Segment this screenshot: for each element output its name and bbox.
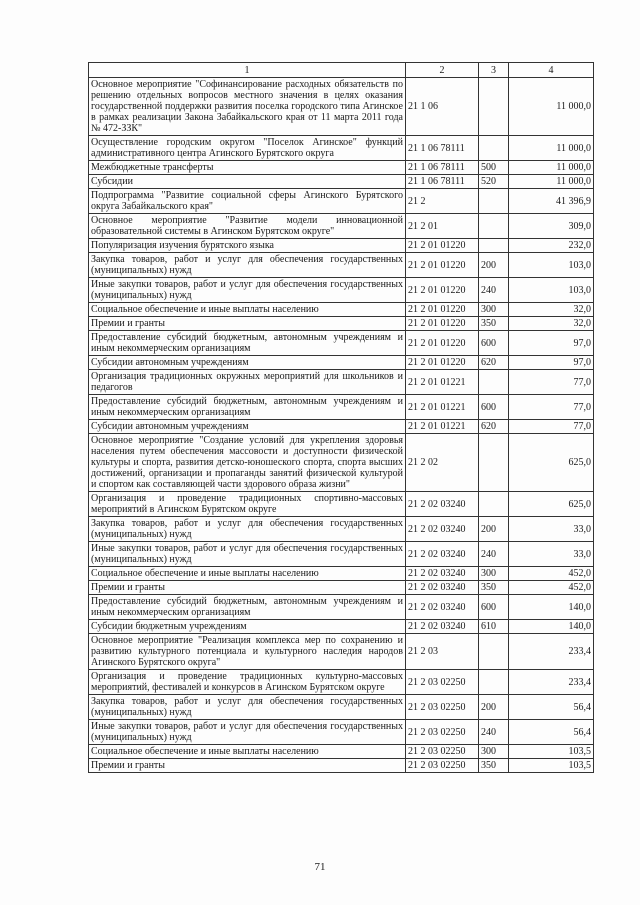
table-body <box>89 78 594 773</box>
row-sum-cell: 77,0 <box>509 395 594 420</box>
row-name-cell: Субсидии автономным учреждениям <box>89 420 406 434</box>
row-code-cell: 21 2 01 01220 <box>406 239 479 253</box>
header-col-4: 4 <box>509 63 594 78</box>
row-code-cell: 21 2 03 02250 <box>406 720 479 745</box>
table-row <box>89 670 594 695</box>
row-name-cell: Основное мероприятие "Развитие модели инновационной образовательной системы в Агинском Бурятском округе" <box>89 214 406 239</box>
row-sum-cell: 11 000,0 <box>509 175 594 189</box>
row-name-cell: Закупка товаров, работ и услуг для обеспечения государственных (муниципальных) нужд <box>89 253 406 278</box>
row-sum-cell: 97,0 <box>509 331 594 356</box>
row-name-cell: Иные закупки товаров, работ и услуг для обеспечения государственных (муниципальных) нужд <box>89 542 406 567</box>
page-number: 71 <box>314 861 326 873</box>
row-code-cell: 21 2 02 03240 <box>406 542 479 567</box>
table-row <box>89 759 594 773</box>
table-row <box>89 695 594 720</box>
table-row <box>89 420 594 434</box>
table-row <box>89 492 594 517</box>
row-type-cell: 600 <box>479 395 509 420</box>
row-name-cell: Иные закупки товаров, работ и услуг для обеспечения государственных (муниципальных) нужд <box>89 720 406 745</box>
row-code-cell: 21 1 06 <box>406 78 479 136</box>
row-type-cell <box>479 492 509 517</box>
row-code-cell: 21 2 <box>406 189 479 214</box>
row-type-cell: 240 <box>479 720 509 745</box>
row-sum-cell: 33,0 <box>509 517 594 542</box>
row-code-cell: 21 2 03 02250 <box>406 759 479 773</box>
row-type-cell: 200 <box>479 695 509 720</box>
row-code-cell: 21 2 03 02250 <box>406 695 479 720</box>
row-type-cell: 620 <box>479 420 509 434</box>
table-row <box>89 567 594 581</box>
row-name-cell: Популяризация изучения бурятского языка <box>89 239 406 253</box>
row-code-cell: 21 2 01 01221 <box>406 395 479 420</box>
row-sum-cell: 233,4 <box>509 634 594 670</box>
row-code-cell: 21 2 03 02250 <box>406 745 479 759</box>
row-code-cell: 21 2 01 01220 <box>406 356 479 370</box>
row-sum-cell: 77,0 <box>509 370 594 395</box>
row-code-cell: 21 2 02 03240 <box>406 567 479 581</box>
row-code-cell: 21 2 02 <box>406 434 479 492</box>
row-name-cell: Премии и гранты <box>89 581 406 595</box>
row-type-cell: 240 <box>479 278 509 303</box>
row-name-cell: Премии и гранты <box>89 759 406 773</box>
row-code-cell: 21 2 01 01221 <box>406 370 479 395</box>
row-sum-cell: 140,0 <box>509 595 594 620</box>
table-row <box>89 253 594 278</box>
row-sum-cell: 77,0 <box>509 420 594 434</box>
row-sum-cell: 97,0 <box>509 356 594 370</box>
row-sum-cell: 103,0 <box>509 278 594 303</box>
row-code-cell: 21 2 01 <box>406 214 479 239</box>
header-col-2: 2 <box>406 63 479 78</box>
row-name-cell: Субсидии <box>89 175 406 189</box>
row-sum-cell: 56,4 <box>509 720 594 745</box>
row-name-cell: Закупка товаров, работ и услуг для обеспечения государственных (муниципальных) нужд <box>89 517 406 542</box>
table-row <box>89 161 594 175</box>
row-type-cell: 350 <box>479 581 509 595</box>
row-type-cell: 300 <box>479 303 509 317</box>
budget-table <box>88 62 594 773</box>
table-row <box>89 214 594 239</box>
row-code-cell: 21 2 01 01220 <box>406 331 479 356</box>
row-sum-cell: 625,0 <box>509 492 594 517</box>
table-row <box>89 136 594 161</box>
row-name-cell: Организация традиционных окружных мероприятий для школьников и педагогов <box>89 370 406 395</box>
row-type-cell <box>479 189 509 214</box>
row-name-cell: Субсидии автономным учреждениям <box>89 356 406 370</box>
row-sum-cell: 56,4 <box>509 695 594 720</box>
row-type-cell: 200 <box>479 253 509 278</box>
row-sum-cell: 41 396,9 <box>509 189 594 214</box>
table-row <box>89 317 594 331</box>
table-row <box>89 356 594 370</box>
table-row <box>89 745 594 759</box>
row-name-cell: Основное мероприятие "Создание условий для укрепления здоровья населения путем обеспечения массовости и доступности физической культуры и спорта, развития детско-юношеского спорта, спорта высших достижений, организации и пропаганды занятий физической культурой и спортом как составляющей части здорового образа жизни" <box>89 434 406 492</box>
row-sum-cell: 11 000,0 <box>509 136 594 161</box>
row-type-cell <box>479 214 509 239</box>
table-row <box>89 542 594 567</box>
row-name-cell: Социальное обеспечение и иные выплаты населению <box>89 567 406 581</box>
row-name-cell: Основное мероприятие "Реализация комплекса мер по сохранению и развитию культурного потенциала и культурного наследия народов Агинского Бурятского округа" <box>89 634 406 670</box>
row-name-cell: Премии и гранты <box>89 317 406 331</box>
row-type-cell: 300 <box>479 745 509 759</box>
row-code-cell: 21 2 01 01220 <box>406 253 479 278</box>
row-name-cell: Социальное обеспечение и иные выплаты населению <box>89 745 406 759</box>
header-col-3: 3 <box>479 63 509 78</box>
row-type-cell: 240 <box>479 542 509 567</box>
row-sum-cell: 233,4 <box>509 670 594 695</box>
row-name-cell: Организация и проведение традиционных культурно-массовых мероприятий, фестивалей и конкурсов в Агинском Бурятском округе <box>89 670 406 695</box>
table-row <box>89 517 594 542</box>
row-sum-cell: 103,0 <box>509 253 594 278</box>
row-type-cell <box>479 670 509 695</box>
row-code-cell: 21 2 01 01220 <box>406 317 479 331</box>
row-sum-cell: 140,0 <box>509 620 594 634</box>
row-sum-cell: 103,5 <box>509 745 594 759</box>
row-name-cell: Подпрограмма "Развитие социальной сферы Агинского Бурятского округа Забайкальского края" <box>89 189 406 214</box>
row-name-cell: Иные закупки товаров, работ и услуг для обеспечения государственных (муниципальных) нужд <box>89 278 406 303</box>
row-type-cell: 350 <box>479 759 509 773</box>
row-code-cell: 21 2 02 03240 <box>406 492 479 517</box>
row-type-cell: 620 <box>479 356 509 370</box>
row-type-cell: 600 <box>479 331 509 356</box>
row-code-cell: 21 2 02 03240 <box>406 620 479 634</box>
row-sum-cell: 452,0 <box>509 581 594 595</box>
row-code-cell: 21 1 06 78111 <box>406 161 479 175</box>
row-sum-cell: 11 000,0 <box>509 161 594 175</box>
row-type-cell <box>479 370 509 395</box>
table-row <box>89 720 594 745</box>
row-code-cell: 21 2 02 03240 <box>406 581 479 595</box>
table-row <box>89 595 594 620</box>
table-row <box>89 189 594 214</box>
row-name-cell: Предоставление субсидий бюджетным, автономным учреждениям и иным некоммерческим организациям <box>89 331 406 356</box>
row-code-cell: 21 2 03 02250 <box>406 670 479 695</box>
row-type-cell: 500 <box>479 161 509 175</box>
table-row <box>89 395 594 420</box>
row-name-cell: Осуществление городским округом "Поселок Агинское" функций административного центра Агинского Бурятского округа <box>89 136 406 161</box>
table-row <box>89 634 594 670</box>
row-name-cell: Предоставление субсидий бюджетным, автономным учреждениям и иным некоммерческим организациям <box>89 395 406 420</box>
row-sum-cell: 11 000,0 <box>509 78 594 136</box>
table-row <box>89 370 594 395</box>
row-code-cell: 21 1 06 78111 <box>406 175 479 189</box>
table-row <box>89 620 594 634</box>
header-col-1: 1 <box>89 63 406 78</box>
row-type-cell <box>479 634 509 670</box>
table-row <box>89 278 594 303</box>
table-row <box>89 78 594 136</box>
table-row <box>89 434 594 492</box>
row-sum-cell: 103,5 <box>509 759 594 773</box>
row-type-cell <box>479 136 509 161</box>
row-name-cell: Социальное обеспечение и иные выплаты населению <box>89 303 406 317</box>
row-type-cell <box>479 78 509 136</box>
row-name-cell: Межбюджетные трансферты <box>89 161 406 175</box>
row-name-cell: Закупка товаров, работ и услуг для обеспечения государственных (муниципальных) нужд <box>89 695 406 720</box>
row-name-cell: Основное мероприятие "Софинансирование расходных обязательств по решению отдельных вопросов местного значения в целях оказания государственной поддержки развития поселка городского типа Агинское в рамках реализации Закона Забайкальского края от 11 марта 2011 года № 472-ЗЗК" <box>89 78 406 136</box>
row-code-cell: 21 2 01 01220 <box>406 278 479 303</box>
row-type-cell: 200 <box>479 517 509 542</box>
table-row <box>89 239 594 253</box>
row-sum-cell: 232,0 <box>509 239 594 253</box>
table-row <box>89 303 594 317</box>
row-code-cell: 21 2 03 <box>406 634 479 670</box>
row-sum-cell: 32,0 <box>509 317 594 331</box>
row-sum-cell: 309,0 <box>509 214 594 239</box>
row-code-cell: 21 2 02 03240 <box>406 595 479 620</box>
table-header-row <box>89 63 594 78</box>
row-code-cell: 21 2 01 01221 <box>406 420 479 434</box>
row-type-cell: 350 <box>479 317 509 331</box>
row-type-cell: 600 <box>479 595 509 620</box>
row-type-cell <box>479 434 509 492</box>
table-row <box>89 175 594 189</box>
row-sum-cell: 32,0 <box>509 303 594 317</box>
table-row <box>89 581 594 595</box>
row-type-cell <box>479 239 509 253</box>
row-type-cell: 300 <box>479 567 509 581</box>
row-sum-cell: 452,0 <box>509 567 594 581</box>
row-code-cell: 21 1 06 78111 <box>406 136 479 161</box>
row-sum-cell: 625,0 <box>509 434 594 492</box>
row-code-cell: 21 2 01 01220 <box>406 303 479 317</box>
row-type-cell: 520 <box>479 175 509 189</box>
row-name-cell: Организация и проведение традиционных спортивно-массовых мероприятий в Агинском Бурятском округе <box>89 492 406 517</box>
table-row <box>89 331 594 356</box>
row-sum-cell: 33,0 <box>509 542 594 567</box>
row-type-cell: 610 <box>479 620 509 634</box>
row-name-cell: Субсидии бюджетным учреждениям <box>89 620 406 634</box>
row-code-cell: 21 2 02 03240 <box>406 517 479 542</box>
row-name-cell: Предоставление субсидий бюджетным, автономным учреждениям и иным некоммерческим организациям <box>89 595 406 620</box>
